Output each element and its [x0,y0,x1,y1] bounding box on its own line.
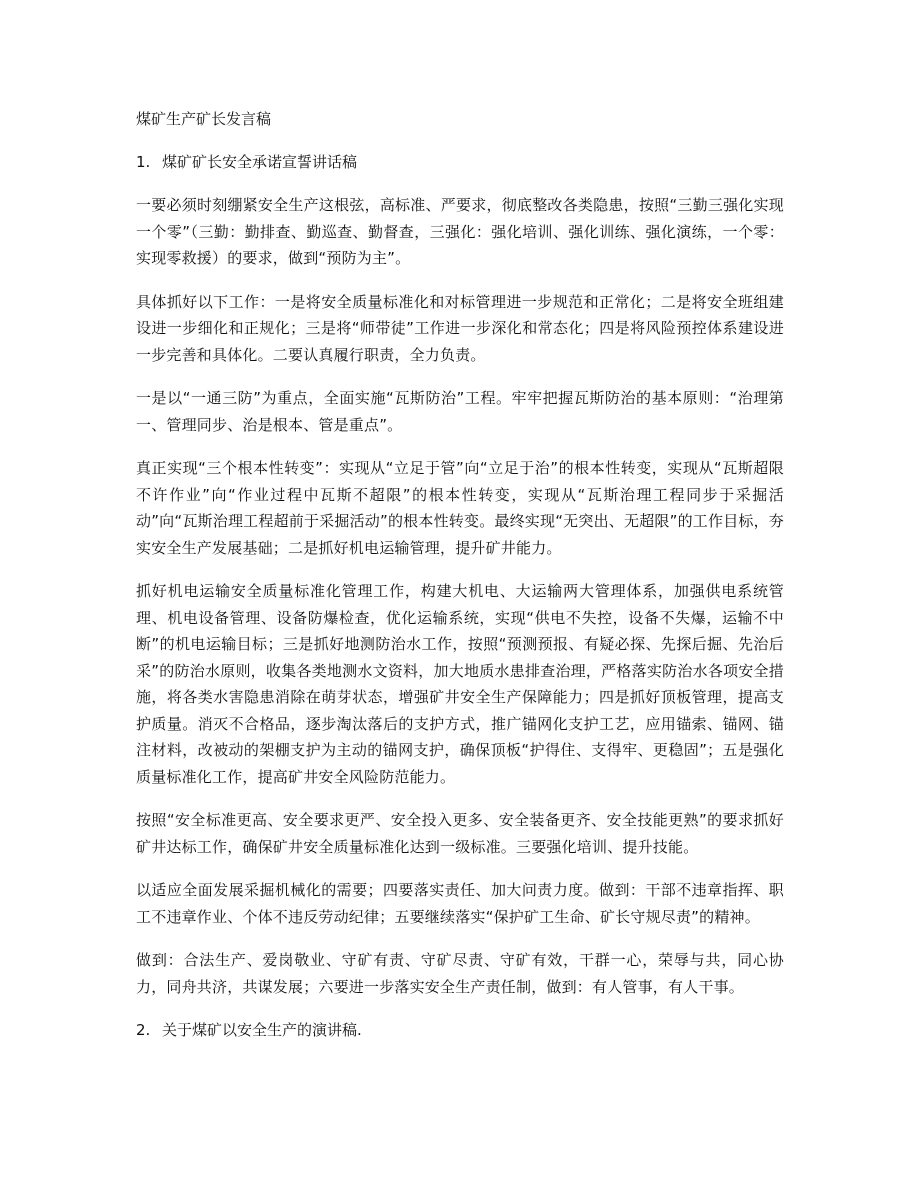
paragraph: 一要必须时刻绷紧安全生产这根弦，高标准、严要求，彻底整改各类隐患，按照“三勤三强化实现一个零”（三勤：勤排查、勤巡查、勤督查，三强化：强化培训、强化训练、强化演练，一个零：实现零救援）的要求，做到“预防为主”。 [136,196,784,267]
section-heading-1 [136,149,784,175]
document-page [136,106,784,1060]
section-heading-2 [136,1017,784,1043]
paragraph: 一是以“一通三防”为重点，全面实施“瓦斯防治”工程。牢牢把握瓦斯防治的基本原则：“治理第一、管理同步、治是根本、管是重点”。 [136,389,784,434]
document-title: 煤矿生产矿长发言稿 [136,110,272,128]
paragraph: 做到：合法生产、爱岗敬业、守矿有责、守矿尽责、守矿有效，干群一心，荣辱与共，同心协力，同舟共济，共谋发展；六要进一步落实安全生产责任制，做到：有人管事，有人干事。 [136,951,784,996]
section-heading-text: 关于煤矿以安全生产的演讲稿. [162,1021,362,1039]
paragraph: 以适应全面发展采掘机械化的需要；四要落实责任、加大问责力度。做到：干部不违章指挥、职工不违章作业、个体不违反劳动纪律；五要继续落实“保护矿工生命、矿长守规尽责”的精神。 [136,881,784,926]
section-number: 1. [136,153,151,171]
section-heading-text: 煤矿矿长安全承诺宣誓讲话稿 [162,153,358,171]
paragraph: 具体抓好以下工作：一是将安全质量标准化和对标管理进一步规范和正常化；二是将安全班组建设进一步细化和正规化；三是将“师带徒”工作进一步深化和常态化；四是将风险预控体系建设进一步完善和具体化。二要认真履行职责，全力负责。 [136,292,784,364]
paragraph: 抓好机电运输安全质量标准化管理工作，构建大机电、大运输两大管理体系，加强供电系统管理、机电设备管理、设备防爆检查，优化运输系统，实现“供电不失控，设备不失爆，运输不中断”的机电运输目标；三是抓好地测防治水工作，按照“预测预报、有疑必探、先探后掘、先治后采”的防治水原则，收集各类地测水文资料，加大地质水患排查治理，严格落实防治水各项安全措施，将各类水害隐患消除在萌芽状态，增强矿井安全生产保障能力；四是抓好顶板管理，提高支护质量。消灭不合格品，逐步淘汰落后的支护方式，推广锚网化支护工艺，应用锚索、锚网、锚注材料，改被动的架棚支护为主动的锚网支护，确保顶板“护得住、支得牢、更稳固”；五是强化质量标准化工作，提高矿井安全风险防范能力。 [136,582,784,786]
paragraph: 真正实现“三个根本性转变”：实现从“立足于管”向“立足于治”的根本性转变，实现从“瓦斯超限不许作业”向“作业过程中瓦斯不超限”的根本性转变，实现从“瓦斯治理工程同步于采掘活动”向“瓦斯治理工程超前于采掘活动”的根本性转变。最终实现“无突出、无超限”的工作目标，夯实安全生产发展基础；二是抓好机电运输管理，提升矿井能力。 [136,459,784,557]
paragraph: 按照“安全标准更高、安全要求更严、安全投入更多、安全装备更齐、安全技能更熟”的要求抓好矿井达标工作，确保矿井安全质量标准化达到一级标准。三要强化培训、提升技能。 [136,811,784,856]
section-number: 2. [136,1021,151,1039]
